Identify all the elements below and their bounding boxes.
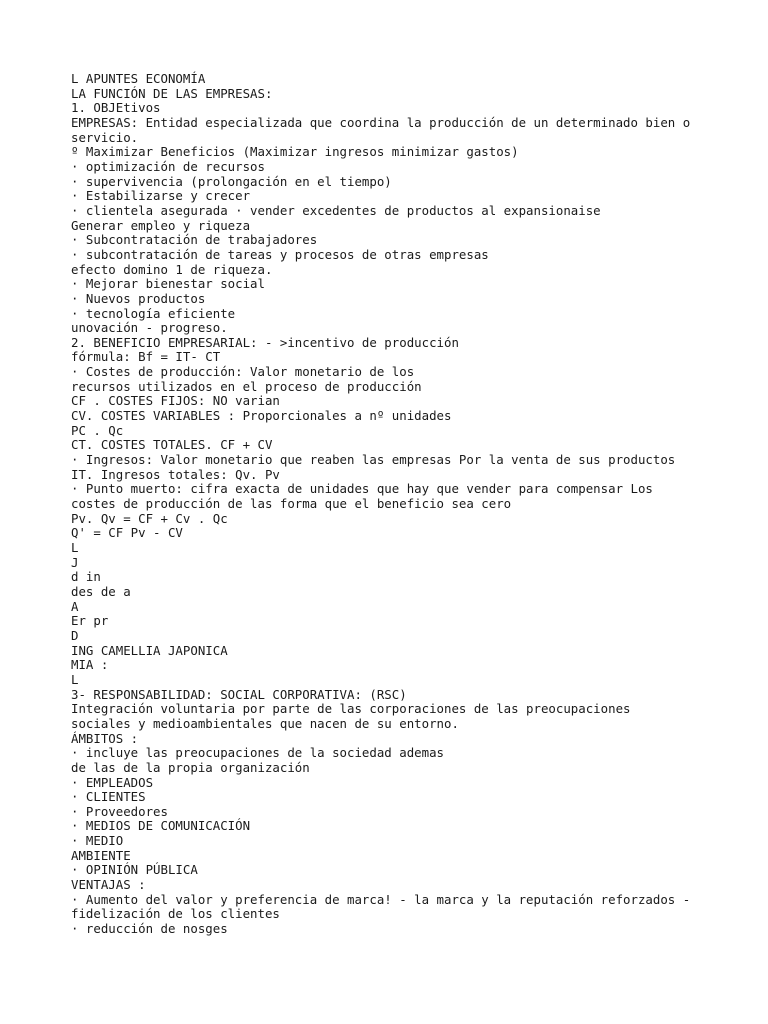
text-line: CT. COSTES TOTALES. CF + CV [71,437,273,453]
text-line: · CLIENTES [71,789,146,805]
text-line: servicio. [71,129,139,145]
text-line: Q' = CF Pv - CV [71,525,183,541]
text-line: · Proveedores [71,803,168,819]
text-line: sociales y medioambientales que nacen de su entorno. [71,715,459,731]
text-line: AMBIENTE [71,847,131,863]
text-line: º Maximizar Beneficios (Maximizar ingresos minimizar gastos) [71,144,519,160]
text-line: · Mejorar bienestar social [71,276,265,292]
text-line: · subcontratación de tareas y procesos de otras empresas [71,246,489,262]
text-line: L APUNTES ECONOMÍA [71,71,206,86]
text-line: 2. BENEFICIO EMPRESARIAL: - >incentivo de producción [71,334,459,350]
text-line: ÁMBITOS : [71,730,139,746]
text-line: ING CAMELLIA JAPONICA [71,642,228,658]
document-body [71,72,751,937]
text-line: de las de la propia organización [71,759,310,775]
text-line: efecto domino 1 de riqueza. [71,261,273,277]
text-line: L [71,540,79,555]
text-line: 3- RESPONSABILIDAD: SOCIAL CORPORATIVA: (RSC) [71,686,407,702]
text-line: recursos utilizados en el proceso de producción [71,378,422,394]
text-line: d in [71,569,101,585]
text-line: Er pr [71,613,109,629]
text-line: · supervivencia (prolongación en el tiempo) [71,173,392,189]
text-line: 1. OBJEtivos [71,100,161,116]
text-line: · Nuevos productos [71,290,206,306]
text-line: · MEDIOS DE COMUNICACIÓN [71,818,251,834]
text-line: · EMPLEADOS [71,774,154,790]
text-line: fórmula: Bf = IT- CT [71,349,221,365]
text-line: · MEDIO [71,833,124,849]
text-line: fidelización de los clientes [71,906,280,922]
text-line: · reducción de nosges [71,921,228,937]
text-line: PC . Qc [71,422,124,438]
text-line: · tecnología eficiente [71,305,236,321]
text-line: J [71,554,79,570]
text-line: · OPINIÓN PÚBLICA [71,862,198,878]
text-line: · Estabilizarse y crecer [71,188,251,204]
text-line: MIA : [71,657,109,673]
text-line: · Costes de producción: Valor monetario de los [71,364,415,380]
text-line: · clientela asegurada · vender excedentes de productos al expansionaise [71,202,601,218]
text-line: unovación - progreso. [71,320,228,336]
text-line: IT. Ingresos totales: Qv. Pv [71,466,280,482]
text-line: EMPRESAS: Entidad especializada que coordina la producción de un determinado bien o [71,114,691,130]
text-line: · Ingresos: Valor monetario que reaben las empresas Por la venta de sus productos [71,452,676,468]
text-line: LA FUNCIÓN DE LAS EMPRESAS: [71,85,273,101]
text-line: · Punto muerto: cifra exacta de unidades que hay que vender para compensar Los [71,481,653,497]
text-line: costes de producción de las forma que el beneficio sea cero [71,496,512,512]
text-line: · optimización de recursos [71,158,265,174]
text-line: VENTAJAS : [71,877,146,893]
text-line: L [71,671,79,687]
text-line: · incluye las preocupaciones de la sociedad ademas [71,745,444,761]
text-line: CV. COSTES VARIABLES : Proporcionales a nº unidades [71,408,452,424]
text-line: Generar empleo y riqueza [71,217,251,233]
text-line: des de a [71,583,131,599]
text-line: A [71,598,79,614]
text-line: CF . COSTES FIJOS: NO varian [71,393,280,409]
text-line: Integración voluntaria por parte de las corporaciones de las preocupaciones [71,701,631,717]
text-line: D [71,627,79,643]
text-line: Pv. Qv = CF + Cv . Qc [71,510,228,526]
text-line: · Subcontratación de trabajadores [71,232,318,248]
text-line: · Aumento del valor y preferencia de marca! - la marca y la reputación reforzados - [71,891,691,907]
